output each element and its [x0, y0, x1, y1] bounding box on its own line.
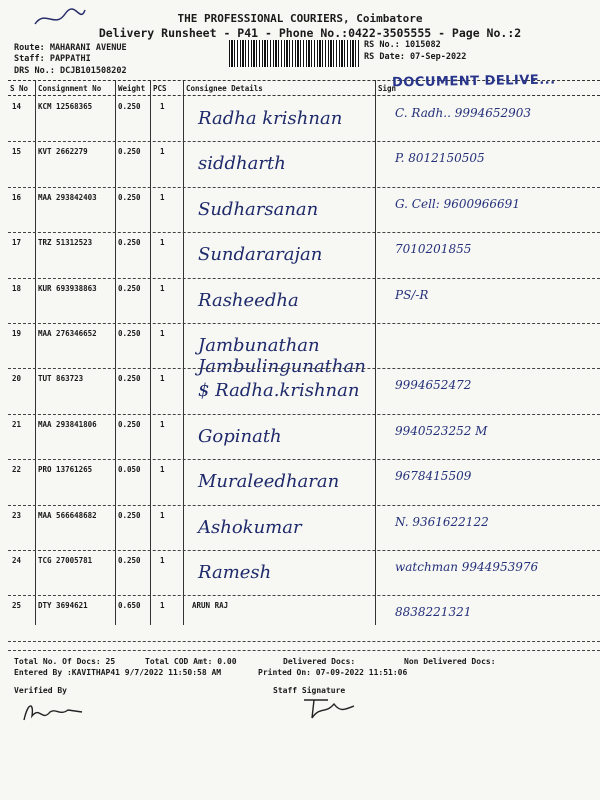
staff: Staff: PAPPATHI [14, 54, 91, 64]
row-signature: PS/-R [395, 287, 429, 302]
row-consignment-no: TUT 863723 [38, 374, 84, 384]
verified-by-label: Verified By [14, 686, 67, 695]
row-signature: 9994652472 [395, 378, 472, 393]
row-consignee-name: Sundararajan [198, 244, 323, 266]
col-weight: Weight [118, 84, 146, 93]
row-separator [8, 414, 600, 415]
barcode [229, 40, 359, 67]
row-signature: P. 8012150505 [395, 151, 485, 166]
row-pcs: 1 [160, 419, 165, 429]
row-consignee-name: Sudharsanan [198, 198, 319, 220]
row-sno: 14 [12, 102, 22, 111]
row-consignee-name: Rasheedha [198, 289, 299, 311]
entered-by: Entered By :KAVITHAP41 9/7/2022 11:50:58 AM [14, 668, 222, 677]
row-consignee-name: Gopinath [198, 425, 282, 447]
staff-signature [300, 694, 360, 722]
row-signature: C. Radh.. 9994652903 [395, 106, 532, 120]
row-separator [8, 550, 600, 551]
row-sno: 25 [12, 601, 22, 611]
total-docs: Total No. Of Docs: 25 [14, 657, 116, 666]
row-weight: 0.250 [118, 374, 141, 384]
row-signature: watchman 9944953976 [395, 560, 539, 574]
company-title: THE PROFESSIONAL COURIERS, Coimbatore [177, 12, 423, 25]
row-separator [8, 595, 600, 596]
row-consignee-name: Muraleedharan [198, 471, 340, 493]
row-signature: 9678415509 [395, 469, 472, 484]
row-consignee-name: $ Radha.krishnan [198, 380, 360, 402]
row-signature: G. Cell: 9600966691 [395, 196, 520, 211]
row-consignment-no: TRZ 51312523 [38, 238, 93, 248]
col-consignee: Consignee Details [186, 84, 263, 93]
row-signature: 7010201855 [395, 242, 472, 257]
row-signature: 9940523252 M [395, 423, 488, 438]
row-separator [8, 187, 600, 188]
row-consignment-no: KCM 12568365 [38, 102, 93, 111]
row-separator [8, 368, 600, 369]
document-delivered-stamp: DOCUMENT DELIVE... [391, 72, 556, 91]
row-sno: 15 [12, 147, 22, 157]
row-weight: 0.250 [118, 419, 141, 429]
row-signature: N. 9361622122 [395, 514, 489, 529]
row-weight: 0.050 [118, 465, 141, 475]
row-pcs: 1 [160, 510, 165, 520]
row-weight: 0.650 [118, 601, 141, 611]
row-consignee-name: Ramesh [198, 562, 272, 583]
header-bottom-rule [8, 95, 600, 96]
printed-on: Printed On: 07-09-2022 11:51:06 [258, 668, 408, 677]
row-weight: 0.250 [118, 147, 141, 157]
footer-rule [8, 650, 600, 651]
row-pcs: 1 [160, 283, 165, 293]
row-consignment-no: TCG 27005781 [38, 556, 93, 565]
non-delivered-docs: Non Delivered Docs: [404, 657, 496, 666]
row-weight: 0.250 [118, 329, 141, 338]
row-weight: 0.250 [118, 192, 141, 202]
row-sno: 24 [12, 556, 22, 565]
rs-no: RS No.: 1015082 [364, 40, 441, 50]
row-sno: 23 [12, 510, 22, 520]
row-separator [8, 505, 600, 506]
row-pcs: 1 [160, 147, 165, 157]
row-pcs: 1 [160, 465, 165, 475]
staff-signature-label: Staff Signature [273, 686, 346, 695]
row-consignee-name: Radha krishnan [198, 108, 343, 129]
row-pcs: 1 [160, 329, 165, 338]
row-sno: 20 [12, 374, 22, 384]
row-separator [8, 459, 600, 460]
rs-date: RS Date: 07-Sep-2022 [364, 52, 467, 62]
row-separator [8, 141, 600, 142]
row-weight: 0.250 [118, 283, 141, 293]
row-weight: 0.250 [118, 238, 141, 248]
row-separator [8, 278, 600, 279]
row-pcs: 1 [160, 556, 165, 565]
row-sno: 22 [12, 465, 22, 475]
row-pcs: 1 [160, 102, 165, 111]
row-consignment-no: MAA 566648682 [38, 510, 97, 520]
col-rule [115, 80, 116, 625]
route: Route: MAHARANI AVENUE [14, 43, 127, 53]
row-sno: 19 [12, 329, 22, 338]
col-rule [35, 80, 36, 625]
row-sno: 18 [12, 283, 22, 293]
row-consignment-no: DTY 3694621 [38, 601, 88, 611]
row-pcs: 1 [160, 238, 165, 248]
row-consignee-name: siddharth [198, 153, 286, 175]
row-weight: 0.250 [118, 102, 141, 111]
row-pcs: 1 [160, 601, 165, 611]
col-pcs: PCS [153, 84, 167, 93]
row-separator [8, 641, 600, 642]
row-consignee-name: Jambunathan Jambulingunathan [198, 335, 366, 377]
row-sno: 16 [12, 192, 22, 202]
total-cod: Total COD Amt: 0.00 [145, 657, 237, 666]
row-weight: 0.250 [118, 556, 141, 565]
row-weight: 0.250 [118, 510, 141, 520]
row-consignment-no: MAA 276346652 [38, 329, 97, 338]
row-pcs: 1 [160, 192, 165, 202]
row-consignment-no: PRO 13761265 [38, 465, 93, 475]
col-rule [183, 80, 184, 625]
row-consignment-no: KUR 693938863 [38, 283, 97, 293]
drs-no: DRS No.: DCJB101508202 [14, 66, 127, 76]
row-consignment-no: MAA 293842403 [38, 192, 97, 202]
col-rule [150, 80, 151, 625]
col-consignment: Consignment No [38, 84, 102, 93]
row-consignment-no: KVT 2662279 [38, 147, 88, 157]
row-sno: 17 [12, 238, 22, 248]
row-consignee-name: ARUN RAJ [192, 601, 229, 611]
col-sno: S No [10, 84, 29, 93]
row-consignee-name: Ashokumar [198, 516, 302, 538]
row-separator [8, 232, 600, 233]
runsheet-title: Delivery Runsheet - P41 - Phone No.:0422-3505555 - Page No.:2 [98, 26, 522, 40]
col-signature: Sign [378, 84, 397, 93]
row-pcs: 1 [160, 374, 165, 384]
verified-signature [20, 698, 90, 728]
row-separator [8, 323, 600, 324]
row-sno: 21 [12, 419, 22, 429]
row-consignment-no: MAA 293841806 [38, 419, 97, 429]
delivered-docs: Delivered Docs: [283, 657, 356, 666]
col-rule [375, 80, 376, 625]
row-signature: 8838221321 [395, 605, 472, 620]
